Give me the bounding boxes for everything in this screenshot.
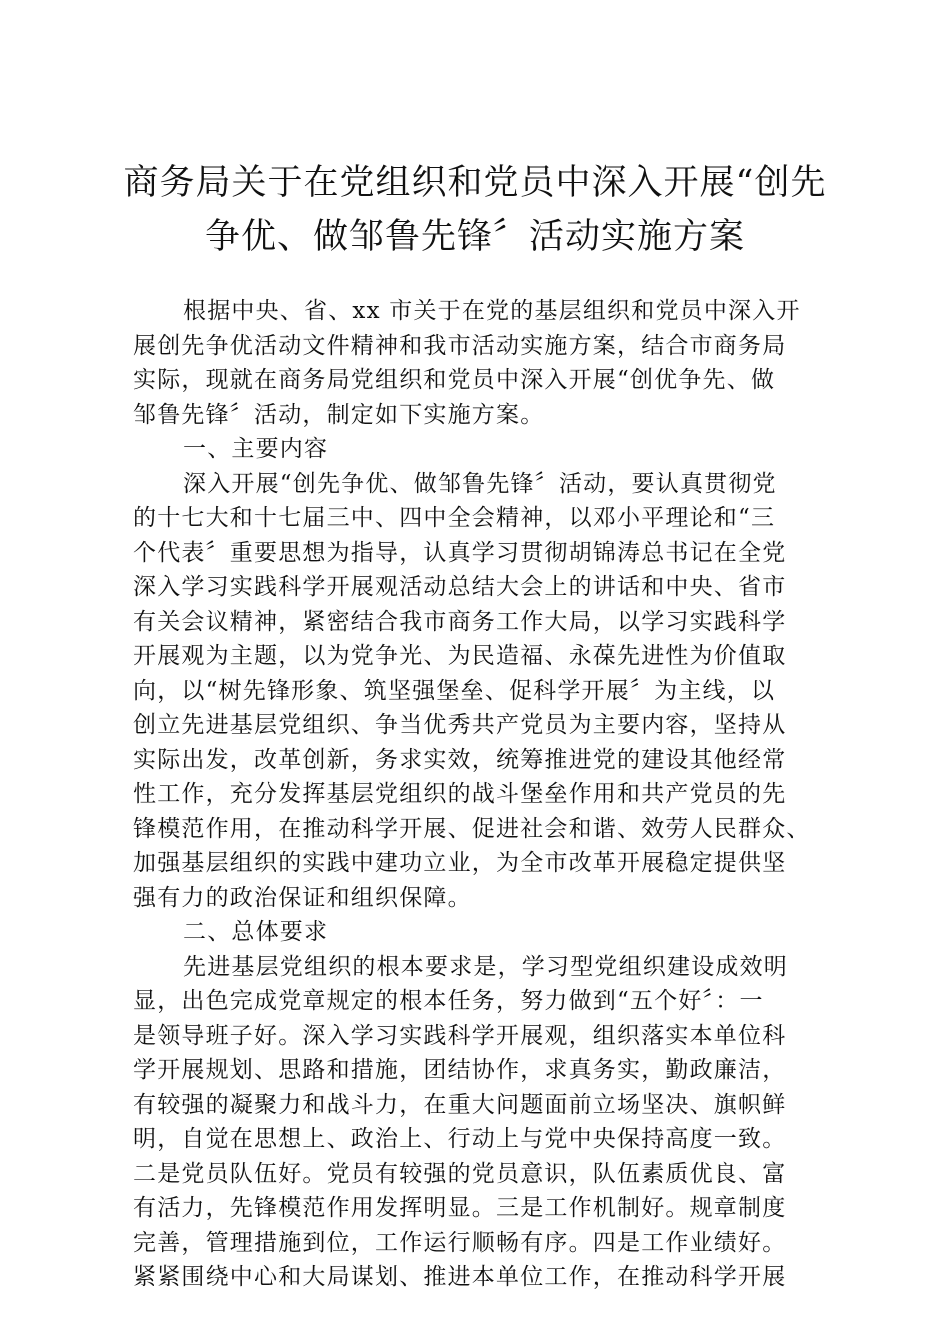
- body-text-line: 强有力的政治保证和组织保障。: [133, 884, 472, 911]
- body-text-line: 二是党员队伍好。党员有较强的党员意识，队伍素质优良、富: [133, 1160, 787, 1187]
- body-text-line: 深入学习实践科学开展观活动总结大会上的讲话和中央、省市: [133, 574, 787, 600]
- body-text-line: 实际出发，改革创新，务求实效，统筹推进党的建设其他经常: [133, 746, 787, 773]
- body-text-line: 根据中央、省、xx 市关于在党的基层组织和党员中深入开: [183, 298, 801, 324]
- body-text-line: 加强基层组织的实践中建功立业，为全市改革开展稳定提供坚: [133, 850, 787, 876]
- body-text-line: 一、主要内容: [183, 436, 329, 462]
- body-text-line: 深入开展“创先争优、做邹鲁先锋〞活动，要认真贯彻党: [183, 470, 777, 497]
- body-text-line: 向，以“树先锋形象、筑坚强堡垒、促科学开展〞为主线，以: [133, 677, 776, 704]
- body-text-line: 有关会议精神，紧密结合我市商务工作大局，以学习实践科学: [133, 608, 787, 635]
- document-title-line-1: 商务局关于在党组织和党员中深入开展“创先: [123, 163, 827, 203]
- body-text-line: 实际，现就在商务局党组织和党员中深入开展“创优争先、做: [133, 367, 776, 393]
- body-text-line: 个代表〞重要思想为指导，认真学习贯彻胡锦涛总书记在全党: [133, 539, 787, 566]
- body-text-line: 的十七大和十七届三中、四中全会精神，以邓小平理论和“三: [133, 505, 776, 531]
- body-text-line: 显，出色完成党章规定的根本任务，努力做到“五个好〞：一: [133, 988, 764, 1014]
- body-text-line: 明，自觉在思想上、政治上、行动上与党中央保持高度一致。: [133, 1126, 787, 1152]
- document-body: [133, 294, 843, 1295]
- document-title: [100, 156, 850, 264]
- body-text-line: 完善，管理措施到位，工作运行顺畅有序。四是工作业绩好。: [133, 1229, 787, 1256]
- body-text-line: 有活力，先锋模范作用发挥明显。三是工作机制好。规章制度: [133, 1195, 787, 1221]
- body-text-line: 学开展规划、思路和措施，团结协作，求真务实，勤政廉洁，: [133, 1057, 787, 1083]
- body-text-line: 创立先进基层党组织、争当优秀共产党员为主要内容，坚持从: [133, 712, 787, 738]
- body-text-line: 开展观为主题，以为党争光、为民造福、永葆先进性为价值取: [133, 643, 787, 669]
- body-text-line: 紧紧围绕中心和大局谋划、推进本单位工作，在推动科学开展: [133, 1264, 787, 1290]
- body-text-line: 展创先争优活动文件精神和我市活动实施方案，结合市商务局: [133, 332, 787, 359]
- body-text-line: 锋模范作用，在推动科学开展、促进社会和谐、效劳人民群众、: [133, 815, 811, 842]
- body-text-line: 是领导班子好。深入学习实践科学开展观，组织落实本单位科: [133, 1022, 787, 1049]
- document-title-line-2: 争优、做邹鲁先锋〞活动实施方案: [204, 217, 745, 257]
- body-text-line: 性工作，充分发挥基层党组织的战斗堡垒作用和共产党员的先: [133, 781, 787, 807]
- body-text-line: 有较强的凝聚力和战斗力，在重大问题面前立场坚决、旗帜鲜: [133, 1091, 787, 1118]
- body-text-line: 先进基层党组织的根本要求是，学习型党组织建设成效明: [183, 953, 788, 980]
- body-text-line: 邹鲁先锋〞活动，制定如下实施方案。: [133, 401, 545, 428]
- body-text-line: 二、总体要求: [183, 919, 329, 945]
